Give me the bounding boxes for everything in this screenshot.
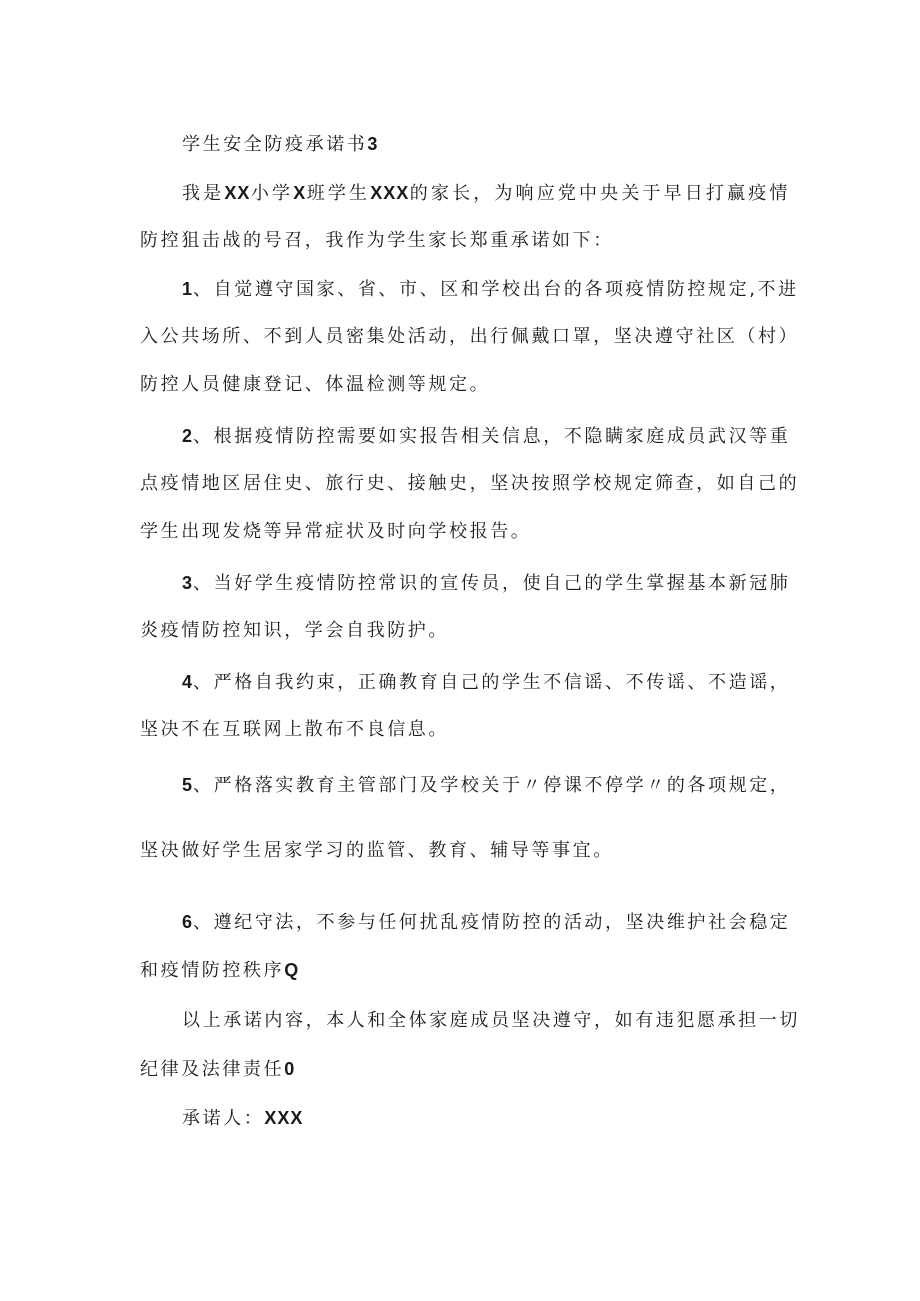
item-text: 和疫情防控秩序 [140, 960, 285, 981]
closing-end-mark: 0 [284, 1059, 296, 1079]
closing-line-1: 以上承诺内容，本人和全体家庭成员坚决遵守，如有违犯愿承担一切 [182, 1010, 800, 1031]
item-number: 1 [182, 279, 194, 299]
class-placeholder: X [293, 183, 307, 203]
item-1-line-3: 防控人员健康登记、体温检测等规定。 [140, 374, 491, 395]
intro-line-1 [182, 181, 790, 206]
intro-line-2: 防控狙击战的号召，我作为学生家长郑重承诺如下： [140, 230, 614, 251]
item-text: 、严格自我约束，正确教育自己的学生不信谣、不传谣、不造谣， [193, 672, 791, 693]
item-text: 、根据疫情防控需要如实报告相关信息，不隐瞒家庭成员武汉等重 [193, 426, 791, 447]
item-number: 4 [182, 672, 194, 692]
item-2-line-1 [182, 424, 790, 449]
item-6-line-1 [182, 910, 790, 935]
item-1-line-1 [182, 277, 799, 302]
item-4-line-1 [182, 670, 790, 695]
item-6-line-2 [140, 958, 790, 983]
item-4-line-2: 坚决不在互联网上散布不良信息。 [140, 719, 449, 740]
item-text: 、严格落实教育主管部门及学校关于〃停课不停学〃的各项规定， [193, 775, 791, 796]
intro-text: 我是 [182, 183, 225, 204]
intro-text: 班学生 [306, 183, 371, 204]
item-3-line-2: 炎疫情防控知识，学会自我防护。 [140, 620, 449, 641]
closing-text: 纪律及法律责任 [140, 1059, 285, 1080]
item-1-line-2: 入公共场所、不到人员密集处活动，出行佩戴口罩，坚决遵守社区（村） [140, 326, 800, 347]
item-text: 、遵纪守法，不参与任何扰乱疫情防控的活动，坚决维护社会稳定 [193, 912, 791, 933]
closing-line-2 [140, 1057, 790, 1082]
item-text: 、自觉遵守国家、省、市、区和学校出台的各项疫情防控规定,不进 [193, 279, 799, 300]
school-name-placeholder: XX [224, 183, 251, 203]
document-title [182, 132, 790, 157]
item-2-line-3: 学生出现发烧等异常症状及时向学校报告。 [140, 521, 532, 542]
item-end-mark: Q [284, 960, 300, 980]
intro-text: 小学 [250, 183, 294, 204]
intro-text: 的家长，为响应党中央关于早日打赢疫情 [409, 183, 790, 204]
item-5-line-2: 坚决做好学生居家学习的监管、教育、辅导等事宜。 [140, 840, 614, 861]
title-number: 3 [367, 134, 379, 154]
signature-line [182, 1106, 790, 1131]
item-5-line-1 [182, 773, 790, 798]
item-number: 5 [182, 775, 194, 795]
item-2-line-2: 点疫情地区居住史、旅行史、接触史，坚决按照学校规定筛查，如自己的 [140, 473, 800, 494]
item-3-line-1 [182, 571, 790, 596]
item-text: 、当好学生疫情防控常识的宣传员，使自己的学生掌握基本新冠肺 [193, 573, 791, 594]
item-number: 3 [182, 573, 194, 593]
item-number: 2 [182, 426, 194, 446]
item-number: 6 [182, 912, 194, 932]
signature-label: 承诺人： [182, 1108, 265, 1129]
title-text: 学生安全防疫承诺书 [182, 134, 368, 155]
signer-name: XXX [264, 1108, 304, 1128]
student-name-placeholder: XXX [370, 183, 410, 203]
